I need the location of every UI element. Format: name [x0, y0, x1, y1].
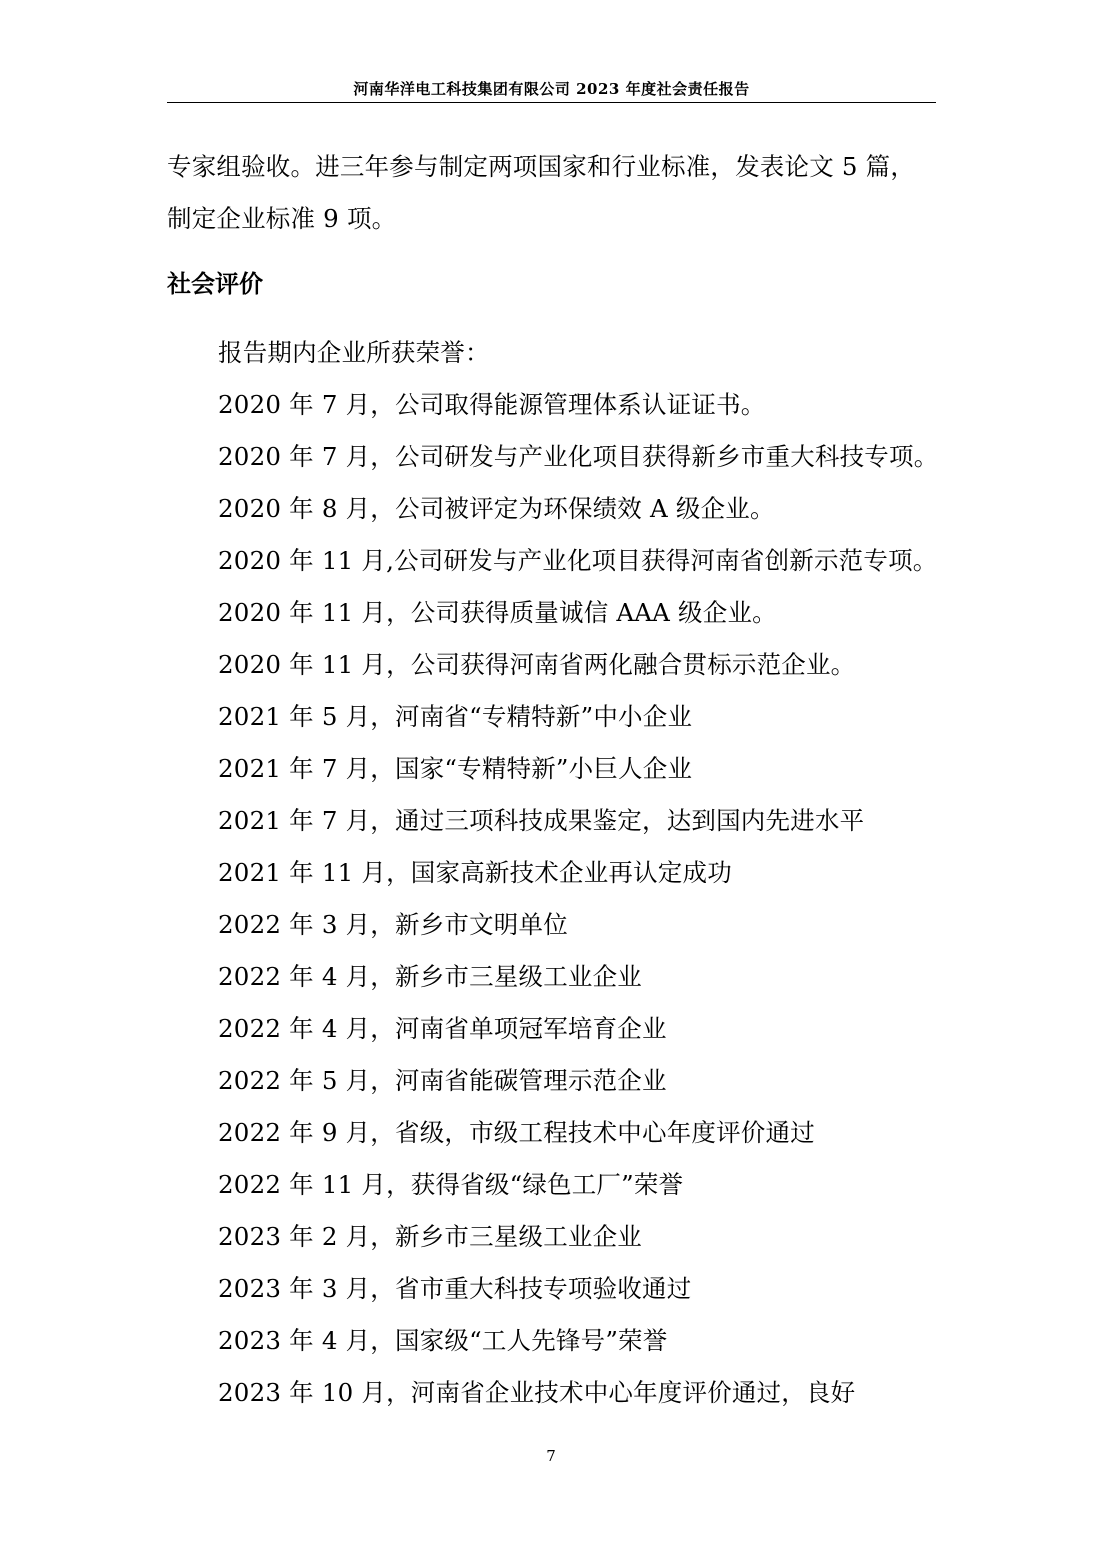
honor-item: 2021 年 5 月，河南省“专精特新”中小企业 — [218, 702, 693, 731]
intro-line: 制定企业标准 9 项。 — [167, 204, 397, 233]
honor-item: 2022 年 5 月，河南省能碳管理示范企业 — [218, 1066, 667, 1095]
honor-item: 2020 年 11 月，公司获得质量诚信 AAA 级企业。 — [218, 598, 777, 627]
page-number: 7 — [546, 1447, 556, 1465]
header-title: 河南华洋电工科技集团有限公司 2023 年度社会责任报告 — [353, 80, 750, 98]
honor-item: 2022 年 4 月，新乡市三星级工业企业 — [218, 962, 643, 991]
honor-item: 2020 年 7 月，公司研发与产业化项目获得新乡市重大科技专项。 — [218, 442, 939, 471]
honor-item: 2023 年 2 月，新乡市三星级工业企业 — [218, 1222, 643, 1251]
honor-item: 2022 年 3 月，新乡市文明单位 — [218, 910, 568, 939]
honor-item: 2020 年 11 月，公司获得河南省两化融合贯标示范企业。 — [218, 650, 856, 679]
honor-item: 2023 年 3 月，省市重大科技专项验收通过 — [218, 1274, 692, 1303]
intro-line: 专家组验收。进三年参与制定两项国家和行业标准，发表论文 5 篇， — [167, 152, 916, 181]
honor-item: 2022 年 11 月，获得省级“绿色工厂”荣誉 — [218, 1170, 684, 1199]
honor-item: 2021 年 7 月，通过三项科技成果鉴定，达到国内先进水平 — [218, 806, 865, 835]
honor-item: 2021 年 11 月，国家高新技术企业再认定成功 — [218, 858, 732, 887]
honor-item: 2020 年 8 月，公司被评定为环保绩效 A 级企业。 — [218, 494, 775, 523]
honor-item: 2023 年 4 月，国家级“工人先锋号”荣誉 — [218, 1326, 668, 1355]
honor-item: 2021 年 7 月，国家“专精特新”小巨人企业 — [218, 754, 693, 783]
honor-item: 2020 年 11 月,公司研发与产业化项目获得河南省创新示范专项。 — [218, 546, 938, 575]
honor-item: 2022 年 4 月，河南省单项冠军培育企业 — [218, 1014, 667, 1043]
honor-item: 2023 年 10 月，河南省企业技术中心年度评价通过，良好 — [218, 1378, 856, 1407]
honor-list — [218, 327, 938, 1419]
honor-lead: 报告期内企业所获荣誉： — [218, 338, 490, 367]
honor-item: 2022 年 9 月，省级，市级工程技术中心年度评价通过 — [218, 1118, 815, 1147]
section-heading: 社会评价 — [167, 270, 263, 298]
honor-item: 2020 年 7 月，公司取得能源管理体系认证证书。 — [218, 390, 766, 419]
intro-paragraph — [167, 141, 942, 245]
page-header — [167, 78, 936, 103]
